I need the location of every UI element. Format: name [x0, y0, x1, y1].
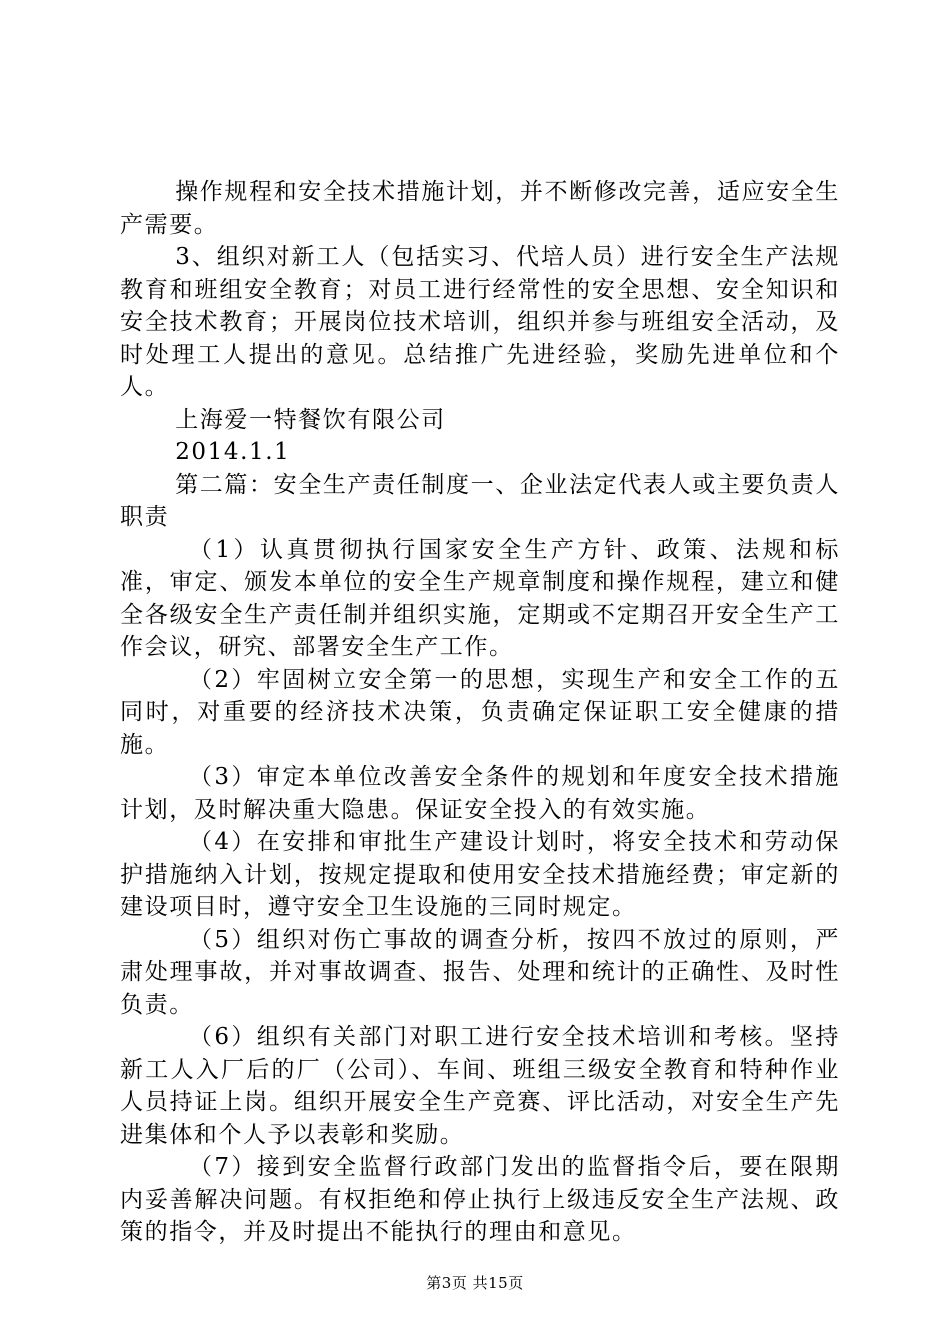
- page-number-label: 第3页 共15页: [426, 1274, 524, 1292]
- duty-item-2: （2）牢固树立安全第一的思想，实现生产和安全工作的五同时，对重要的经济技术决策，负责确定保证职工安全健康的措施。: [120, 666, 840, 758]
- page-footer: [0, 1272, 950, 1293]
- document-body: [120, 176, 840, 1249]
- duty-item-1: （1）认真贯彻执行国家安全生产方针、政策、法规和标准，审定、颁发本单位的安全生产规章制度和操作规程，建立和健全各级安全生产责任制并组织实施，定期或不定期召开安全生产工作会议，研究、部署安全生产工作。: [120, 536, 840, 660]
- duty-item-3: （3）审定本单位改善安全条件的规划和年度安全技术措施计划，及时解决重大隐患。保证安全投入的有效实施。: [120, 764, 840, 823]
- duty-item-7: （7）接到安全监督行政部门发出的监督指令后，要在限期内妥善解决问题。有权拒绝和停止执行上级违反安全生产法规、政策的指令，并及时提出不能执行的理由和意见。: [120, 1154, 840, 1245]
- duty-item-5: （5）组织对伤亡事故的调查分析，按四不放过的原则，严肃处理事故，并对事故调查、报告、处理和统计的正确性、及时性负责。: [120, 926, 840, 1018]
- section-heading-second-article: 第二篇：安全生产责任制度一、企业法定代表人或主要负责人职责: [120, 471, 840, 530]
- signature-date: 2014.1.1: [175, 439, 291, 465]
- company-signature: 上海爱一特餐饮有限公司: [175, 406, 446, 433]
- duty-item-6: （6）组织有关部门对职工进行安全技术培训和考核。坚持新工人入厂后的厂（公司）、车间、班组三级安全教育和特种作业人员持证上岗。组织开展安全生产竞赛、评比活动，对安全生产先进集体和个人予以表彰和奖励。: [120, 1024, 840, 1148]
- paragraph-item-3-training: 3、组织对新工人（包括实习、代培人员）进行安全生产法规教育和班组安全教育；对员工进行经常性的安全思想、安全知识和安全技术教育；开展岗位技术培训，组织并参与班组安全活动，及时处理工人提出的意见。总结推广先进经验，奖励先进单位和个人。: [120, 244, 840, 400]
- paragraph-continued-procedures: 操作规程和安全技术措施计划，并不断修改完善，适应安全生产需要。: [120, 179, 840, 238]
- duty-item-4: （4）在安排和审批生产建设计划时，将安全技术和劳动保护措施纳入计划，按规定提取和使用安全技术措施经费；审定新的建设项目时，遵守安全卫生设施的三同时规定。: [120, 829, 840, 920]
